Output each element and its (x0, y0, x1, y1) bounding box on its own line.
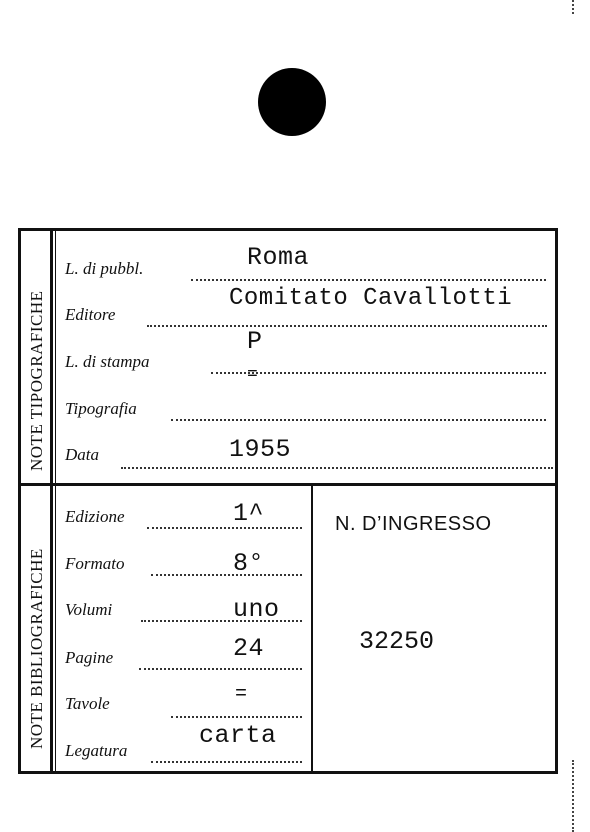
card-edge-mark (572, 760, 574, 832)
field-dots (139, 668, 302, 670)
field-value: 8° (233, 549, 265, 578)
field-value: = (247, 365, 259, 385)
field-label: Data (65, 445, 99, 464)
field-dots (191, 279, 546, 281)
field-dots (151, 574, 302, 576)
field-label: Legatura (65, 741, 128, 760)
section-divider (21, 483, 555, 486)
field-dots (171, 716, 302, 718)
field-label: Pagine (65, 648, 114, 667)
card-edge-mark (572, 0, 574, 14)
field-label: Edizione (65, 507, 125, 526)
field-value: P (247, 327, 263, 356)
ingresso-divider (311, 486, 313, 771)
field-value: 24 (233, 634, 265, 663)
field-dots (171, 419, 546, 421)
field-value: uno (233, 595, 280, 624)
field-dots (147, 527, 302, 529)
field-label: Volumi (65, 600, 113, 619)
bibliografiche-section-label: NOTE BIBLIOGRAFICHE (27, 548, 46, 749)
side-column-divider (50, 231, 53, 771)
field-dots (121, 467, 553, 469)
field-dots (147, 325, 547, 327)
field-value: Roma (247, 243, 310, 272)
field-label: L. di pubbl. (65, 259, 144, 278)
field-value: 1^ (233, 499, 265, 528)
field-label: Editore (65, 305, 116, 324)
side-column-divider-inner (55, 231, 56, 771)
field-dots (151, 761, 302, 763)
field-label: Tavole (65, 694, 110, 713)
field-dots (211, 372, 546, 374)
field-value: Comitato Cavallotti (229, 285, 513, 312)
field-value: = (235, 683, 248, 706)
tipografiche-section-label: NOTE TIPOGRAFICHE (27, 290, 46, 471)
ingresso-number: 32250 (359, 627, 435, 656)
ingresso-title: N. D’INGRESSO (335, 513, 492, 535)
punch-hole (258, 68, 326, 136)
field-value: carta (199, 721, 277, 750)
field-value: 1955 (229, 435, 292, 464)
field-label: Tipografia (65, 399, 137, 418)
catalog-card (18, 228, 558, 774)
field-label: Formato (65, 554, 125, 573)
field-label: L. di stampa (65, 352, 150, 371)
